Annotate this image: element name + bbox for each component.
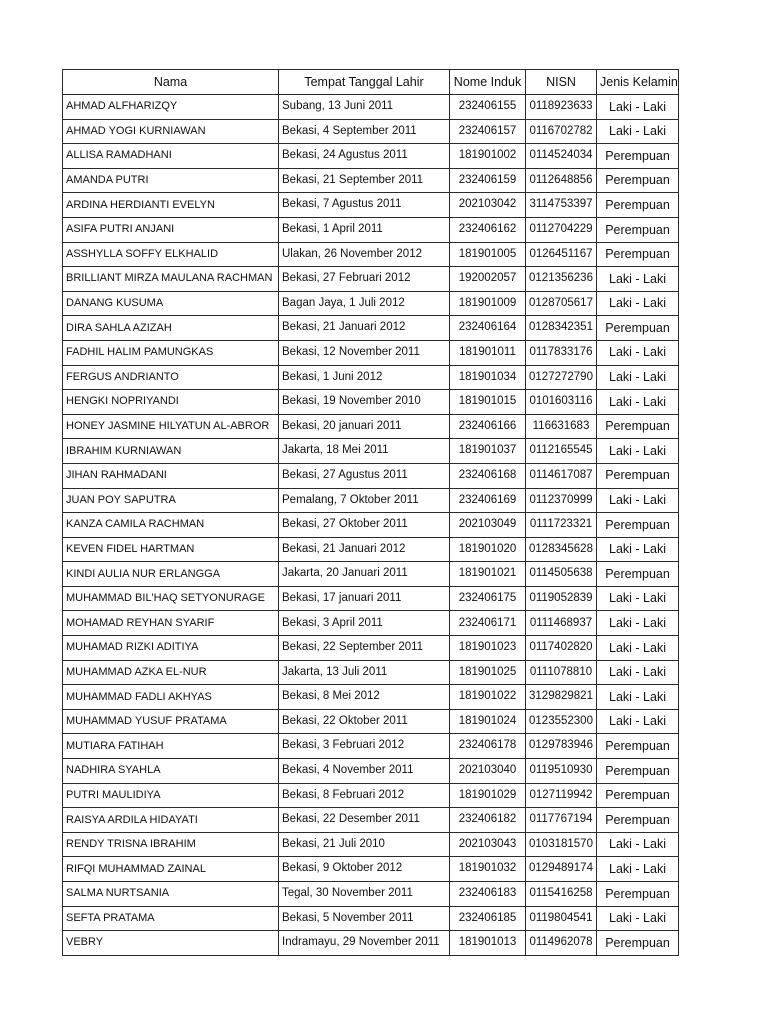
cell-jenis-kelamin: Laki - Laki [597, 291, 679, 316]
cell-tempat-tanggal-lahir: Bekasi, 20 januari 2011 [279, 414, 450, 439]
header-nomor-induk: Nome Induk [450, 70, 526, 95]
cell-jenis-kelamin: Perempuan [597, 734, 679, 759]
cell-nomor-induk: 202103043 [450, 832, 526, 857]
cell-nomor-induk: 181901009 [450, 291, 526, 316]
cell-nisn: 3114753397 [526, 193, 597, 218]
cell-tempat-tanggal-lahir: Bekasi, 22 Desember 2011 [279, 808, 450, 833]
table-row [63, 144, 679, 169]
cell-nomor-induk: 181901002 [450, 144, 526, 169]
cell-tempat-tanggal-lahir: Jakarta, 18 Mei 2011 [279, 439, 450, 464]
cell-nomor-induk: 181901023 [450, 636, 526, 661]
cell-nama: ARDINA HERDIANTI EVELYN [63, 193, 279, 218]
cell-nama: AHMAD YOGI KURNIAWAN [63, 119, 279, 144]
cell-nama: FERGUS ANDRIANTO [63, 365, 279, 390]
cell-nama: MOHAMAD REYHAN SYARIF [63, 611, 279, 636]
cell-nomor-induk: 181901034 [450, 365, 526, 390]
table-row [63, 414, 679, 439]
table-row [63, 537, 679, 562]
table-row [63, 586, 679, 611]
cell-jenis-kelamin: Laki - Laki [597, 685, 679, 710]
table-row [63, 562, 679, 587]
cell-jenis-kelamin: Laki - Laki [597, 95, 679, 120]
cell-nisn: 0128345628 [526, 537, 597, 562]
cell-jenis-kelamin: Perempuan [597, 783, 679, 808]
cell-jenis-kelamin: Perempuan [597, 463, 679, 488]
cell-nomor-induk: 181901037 [450, 439, 526, 464]
cell-nama: RIFQI MUHAMMAD ZAINAL [63, 857, 279, 882]
cell-nisn: 0103181570 [526, 832, 597, 857]
cell-nama: HENGKI NOPRIYANDI [63, 390, 279, 415]
cell-nomor-induk: 232406159 [450, 168, 526, 193]
cell-tempat-tanggal-lahir: Bekasi, 8 Mei 2012 [279, 685, 450, 710]
cell-nomor-induk: 232406157 [450, 119, 526, 144]
cell-jenis-kelamin: Laki - Laki [597, 857, 679, 882]
cell-nisn: 0128705617 [526, 291, 597, 316]
cell-tempat-tanggal-lahir: Bekasi, 21 Januari 2012 [279, 316, 450, 341]
cell-nomor-induk: 232406185 [450, 906, 526, 931]
cell-nisn: 116631683 [526, 414, 597, 439]
cell-nisn: 0112165545 [526, 439, 597, 464]
cell-jenis-kelamin: Laki - Laki [597, 119, 679, 144]
cell-jenis-kelamin: Perempuan [597, 242, 679, 267]
cell-nisn: 0111468937 [526, 611, 597, 636]
cell-nama: JUAN POY SAPUTRA [63, 488, 279, 513]
cell-nisn: 0119804541 [526, 906, 597, 931]
cell-jenis-kelamin: Laki - Laki [597, 439, 679, 464]
cell-nama: ALLISA RAMADHANI [63, 144, 279, 169]
cell-nama: ASSHYLLA SOFFY ELKHALID [63, 242, 279, 267]
cell-jenis-kelamin: Perempuan [597, 931, 679, 956]
cell-nisn: 0118923633 [526, 95, 597, 120]
cell-tempat-tanggal-lahir: Bekasi, 22 Oktober 2011 [279, 709, 450, 734]
table-row [63, 168, 679, 193]
cell-tempat-tanggal-lahir: Indramayu, 29 November 2011 [279, 931, 450, 956]
table-row [63, 513, 679, 538]
cell-jenis-kelamin: Laki - Laki [597, 586, 679, 611]
cell-tempat-tanggal-lahir: Bekasi, 3 April 2011 [279, 611, 450, 636]
cell-nama: DANANG KUSUMA [63, 291, 279, 316]
cell-jenis-kelamin: Perempuan [597, 414, 679, 439]
cell-tempat-tanggal-lahir: Bekasi, 4 November 2011 [279, 759, 450, 784]
cell-nama: SEFTA PRATAMA [63, 906, 279, 931]
cell-jenis-kelamin: Laki - Laki [597, 488, 679, 513]
cell-tempat-tanggal-lahir: Subang, 13 Juni 2011 [279, 95, 450, 120]
header-jenis-kelamin: Jenis Kelamin [597, 70, 679, 95]
cell-nomor-induk: 181901024 [450, 709, 526, 734]
cell-nama: RENDY TRISNA IBRAHIM [63, 832, 279, 857]
cell-tempat-tanggal-lahir: Bekasi, 1 Juni 2012 [279, 365, 450, 390]
table-row [63, 340, 679, 365]
cell-jenis-kelamin: Laki - Laki [597, 709, 679, 734]
cell-nisn: 0116702782 [526, 119, 597, 144]
cell-nomor-induk: 181901021 [450, 562, 526, 587]
cell-tempat-tanggal-lahir: Bekasi, 27 Agustus 2011 [279, 463, 450, 488]
table-row [63, 193, 679, 218]
cell-tempat-tanggal-lahir: Bekasi, 17 januari 2011 [279, 586, 450, 611]
table-row [63, 832, 679, 857]
cell-jenis-kelamin: Laki - Laki [597, 660, 679, 685]
cell-nomor-induk: 232406164 [450, 316, 526, 341]
table-row [63, 660, 679, 685]
cell-jenis-kelamin: Perempuan [597, 759, 679, 784]
cell-nama: VEBRY [63, 931, 279, 956]
cell-nomor-induk: 232406171 [450, 611, 526, 636]
cell-nomor-induk: 181901032 [450, 857, 526, 882]
cell-nisn: 0129783946 [526, 734, 597, 759]
cell-nomor-induk: 232406178 [450, 734, 526, 759]
table-row [63, 808, 679, 833]
cell-jenis-kelamin: Laki - Laki [597, 537, 679, 562]
cell-jenis-kelamin: Perempuan [597, 316, 679, 341]
cell-nomor-induk: 232406168 [450, 463, 526, 488]
cell-nomor-induk: 232406175 [450, 586, 526, 611]
cell-nomor-induk: 181901029 [450, 783, 526, 808]
header-nama: Nama [63, 70, 279, 95]
cell-nisn: 0121356236 [526, 267, 597, 292]
table-row [63, 217, 679, 242]
table-row [63, 242, 679, 267]
cell-nama: MUHAMMAD AZKA EL-NUR [63, 660, 279, 685]
cell-nisn: 0127272790 [526, 365, 597, 390]
cell-nama: FADHIL HALIM PAMUNGKAS [63, 340, 279, 365]
cell-nomor-induk: 181901022 [450, 685, 526, 710]
cell-nisn: 0114505638 [526, 562, 597, 587]
cell-nama: ASIFA PUTRI ANJANI [63, 217, 279, 242]
cell-nisn: 0119052839 [526, 586, 597, 611]
cell-nisn: 0111723321 [526, 513, 597, 538]
cell-jenis-kelamin: Laki - Laki [597, 340, 679, 365]
cell-jenis-kelamin: Laki - Laki [597, 267, 679, 292]
cell-nomor-induk: 181901005 [450, 242, 526, 267]
cell-nomor-induk: 202103049 [450, 513, 526, 538]
cell-nama: HONEY JASMINE HILYATUN AL-ABROR [63, 414, 279, 439]
cell-nama: MUTIARA FATIHAH [63, 734, 279, 759]
table-row [63, 636, 679, 661]
cell-jenis-kelamin: Perempuan [597, 168, 679, 193]
cell-nomor-induk: 181901025 [450, 660, 526, 685]
cell-tempat-tanggal-lahir: Bekasi, 22 September 2011 [279, 636, 450, 661]
cell-nisn: 3129829821 [526, 685, 597, 710]
cell-nomor-induk: 232406182 [450, 808, 526, 833]
cell-jenis-kelamin: Perempuan [597, 882, 679, 907]
cell-nomor-induk: 181901020 [450, 537, 526, 562]
cell-tempat-tanggal-lahir: Bekasi, 27 Oktober 2011 [279, 513, 450, 538]
cell-nama: MUHAMMAD BIL'HAQ SETYONURAGE [63, 586, 279, 611]
cell-tempat-tanggal-lahir: Bekasi, 5 November 2011 [279, 906, 450, 931]
cell-nisn: 0112648856 [526, 168, 597, 193]
cell-tempat-tanggal-lahir: Ulakan, 26 November 2012 [279, 242, 450, 267]
cell-tempat-tanggal-lahir: Bekasi, 12 November 2011 [279, 340, 450, 365]
table-row [63, 267, 679, 292]
cell-tempat-tanggal-lahir: Bekasi, 9 Oktober 2012 [279, 857, 450, 882]
cell-tempat-tanggal-lahir: Bekasi, 4 September 2011 [279, 119, 450, 144]
cell-jenis-kelamin: Perempuan [597, 513, 679, 538]
cell-nama: JIHAN RAHMADANI [63, 463, 279, 488]
cell-jenis-kelamin: Perempuan [597, 193, 679, 218]
cell-nomor-induk: 232406166 [450, 414, 526, 439]
cell-jenis-kelamin: Perempuan [597, 144, 679, 169]
header-row [63, 70, 679, 95]
header-tempat-tanggal-lahir: Tempat Tanggal Lahir [279, 70, 450, 95]
cell-nisn: 0126451167 [526, 242, 597, 267]
cell-nama: KINDI AULIA NUR ERLANGGA [63, 562, 279, 587]
cell-tempat-tanggal-lahir: Bekasi, 27 Februari 2012 [279, 267, 450, 292]
cell-nama: AMANDA PUTRI [63, 168, 279, 193]
cell-nisn: 0112370999 [526, 488, 597, 513]
cell-nisn: 0101603116 [526, 390, 597, 415]
cell-nama: BRILLIANT MIRZA MAULANA RACHMAN [63, 267, 279, 292]
table-row [63, 611, 679, 636]
cell-tempat-tanggal-lahir: Bekasi, 24 Agustus 2011 [279, 144, 450, 169]
cell-tempat-tanggal-lahir: Bekasi, 21 Januari 2012 [279, 537, 450, 562]
table-row [63, 119, 679, 144]
cell-nomor-induk: 232406155 [450, 95, 526, 120]
cell-nisn: 0111078810 [526, 660, 597, 685]
cell-tempat-tanggal-lahir: Jakarta, 13 Juli 2011 [279, 660, 450, 685]
cell-tempat-tanggal-lahir: Bekasi, 8 Februari 2012 [279, 783, 450, 808]
cell-nomor-induk: 181901015 [450, 390, 526, 415]
cell-jenis-kelamin: Perempuan [597, 562, 679, 587]
cell-jenis-kelamin: Laki - Laki [597, 906, 679, 931]
student-table [62, 69, 679, 956]
cell-tempat-tanggal-lahir: Bekasi, 7 Agustus 2011 [279, 193, 450, 218]
cell-jenis-kelamin: Perempuan [597, 808, 679, 833]
cell-tempat-tanggal-lahir: Bekasi, 21 September 2011 [279, 168, 450, 193]
cell-tempat-tanggal-lahir: Tegal, 30 November 2011 [279, 882, 450, 907]
table-row [63, 439, 679, 464]
cell-nama: MUHAMMAD FADLI AKHYAS [63, 685, 279, 710]
cell-tempat-tanggal-lahir: Bekasi, 3 Februari 2012 [279, 734, 450, 759]
table-row [63, 291, 679, 316]
cell-nama: IBRAHIM KURNIAWAN [63, 439, 279, 464]
table-row [63, 783, 679, 808]
cell-jenis-kelamin: Perempuan [597, 217, 679, 242]
cell-nomor-induk: 232406169 [450, 488, 526, 513]
table-row [63, 882, 679, 907]
cell-tempat-tanggal-lahir: Bagan Jaya, 1 Juli 2012 [279, 291, 450, 316]
cell-nomor-induk: 232406162 [450, 217, 526, 242]
cell-nisn: 0127119942 [526, 783, 597, 808]
cell-nomor-induk: 202103040 [450, 759, 526, 784]
table-row [63, 316, 679, 341]
cell-nisn: 0129489174 [526, 857, 597, 882]
table-row [63, 734, 679, 759]
table-row [63, 759, 679, 784]
cell-nama: NADHIRA SYAHLA [63, 759, 279, 784]
cell-nama: DIRA SAHLA AZIZAH [63, 316, 279, 341]
cell-nomor-induk: 192002057 [450, 267, 526, 292]
cell-tempat-tanggal-lahir: Bekasi, 21 Juli 2010 [279, 832, 450, 857]
table-row [63, 857, 679, 882]
cell-tempat-tanggal-lahir: Jakarta, 20 Januari 2011 [279, 562, 450, 587]
cell-nisn: 0119510930 [526, 759, 597, 784]
cell-jenis-kelamin: Laki - Laki [597, 390, 679, 415]
cell-jenis-kelamin: Laki - Laki [597, 611, 679, 636]
table-row [63, 365, 679, 390]
cell-nama: MUHAMAD RIZKI ADITIYA [63, 636, 279, 661]
cell-nisn: 0114617087 [526, 463, 597, 488]
cell-nisn: 0117767194 [526, 808, 597, 833]
cell-nama: MUHAMMAD YUSUF PRATAMA [63, 709, 279, 734]
cell-nomor-induk: 232406183 [450, 882, 526, 907]
cell-nomor-induk: 181901011 [450, 340, 526, 365]
cell-nama: RAISYA ARDILA HIDAYATI [63, 808, 279, 833]
table-body [63, 95, 679, 956]
cell-nama: AHMAD ALFHARIZQY [63, 95, 279, 120]
table-row [63, 906, 679, 931]
cell-nisn: 0117833176 [526, 340, 597, 365]
cell-jenis-kelamin: Laki - Laki [597, 832, 679, 857]
cell-nisn: 0128342351 [526, 316, 597, 341]
cell-jenis-kelamin: Laki - Laki [597, 365, 679, 390]
table-row [63, 709, 679, 734]
table-row [63, 463, 679, 488]
cell-nomor-induk: 181901013 [450, 931, 526, 956]
cell-tempat-tanggal-lahir: Bekasi, 19 November 2010 [279, 390, 450, 415]
table-row [63, 488, 679, 513]
cell-nisn: 0114524034 [526, 144, 597, 169]
cell-nama: KANZA CAMILA RACHMAN [63, 513, 279, 538]
cell-tempat-tanggal-lahir: Pemalang, 7 Oktober 2011 [279, 488, 450, 513]
cell-nama: KEVEN FIDEL HARTMAN [63, 537, 279, 562]
cell-jenis-kelamin: Laki - Laki [597, 636, 679, 661]
cell-nisn: 0114962078 [526, 931, 597, 956]
table-row [63, 931, 679, 956]
cell-nomor-induk: 202103042 [450, 193, 526, 218]
cell-nisn: 0117402820 [526, 636, 597, 661]
cell-nama: SALMA NURTSANIA [63, 882, 279, 907]
cell-tempat-tanggal-lahir: Bekasi, 1 April 2011 [279, 217, 450, 242]
header-nisn: NISN [526, 70, 597, 95]
table-row [63, 390, 679, 415]
cell-nisn: 0115416258 [526, 882, 597, 907]
cell-nama: PUTRI MAULIDIYA [63, 783, 279, 808]
cell-nisn: 0123552300 [526, 709, 597, 734]
cell-nisn: 0112704229 [526, 217, 597, 242]
table-row [63, 95, 679, 120]
table-row [63, 685, 679, 710]
